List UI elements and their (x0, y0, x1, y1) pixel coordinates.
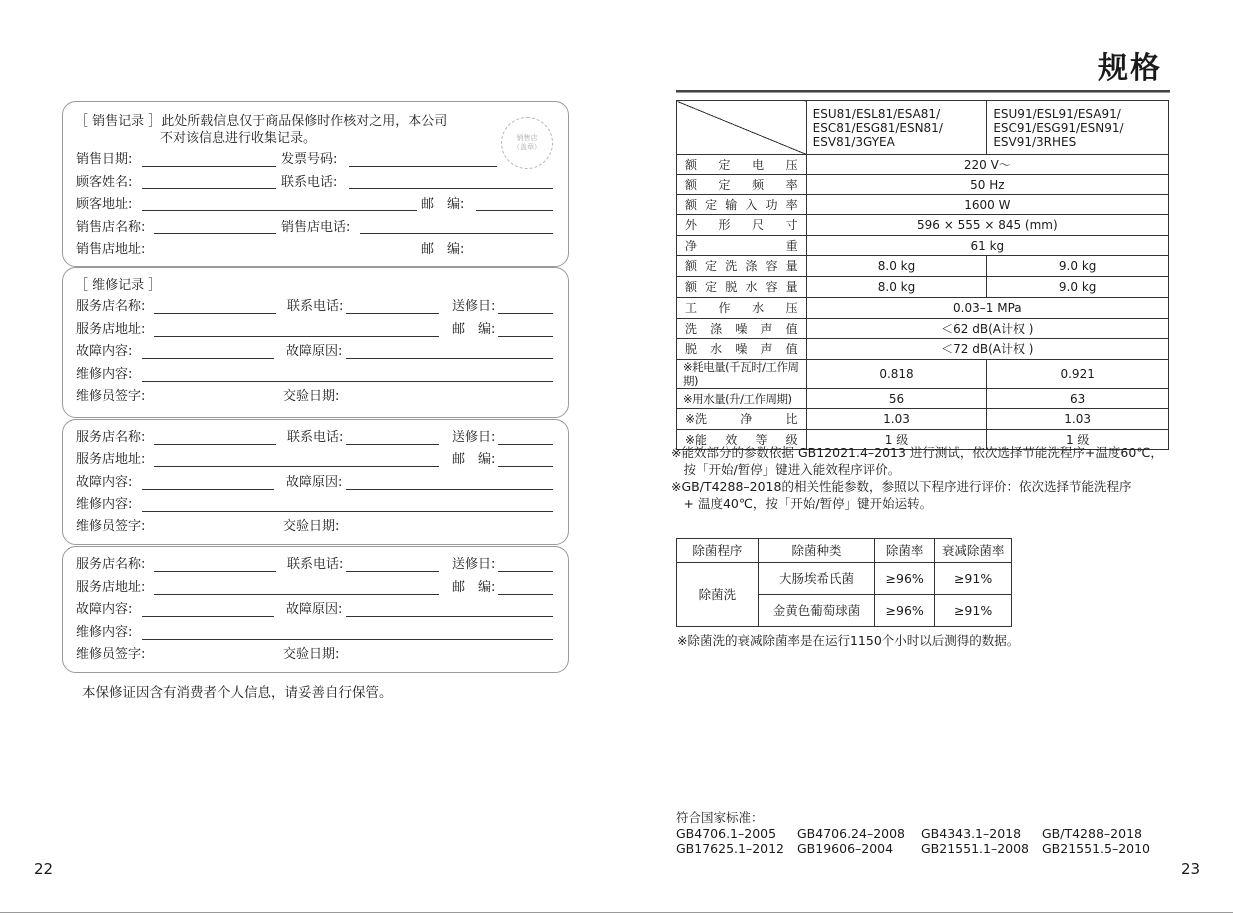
sale-date-line[interactable] (142, 166, 276, 167)
service-address-line[interactable] (154, 594, 439, 595)
repairer-sign-label: 维修员签字: (76, 389, 146, 404)
spec-label-char: 量 (785, 259, 798, 273)
service-name-line[interactable] (154, 444, 276, 445)
spec-label-char: 涤 (745, 259, 758, 273)
warranty-privacy-note: 本保修证因含有消费者个人信息，请妥善自行保管。 (82, 685, 393, 701)
spec-label (677, 360, 807, 389)
spec-row (677, 319, 1169, 339)
standard-item: GB4343.1–2018 (921, 826, 1022, 841)
send-date-line[interactable] (498, 571, 553, 572)
standards-heading: 符合国家标准： (676, 810, 764, 825)
store-name-label: 销售店名称: (76, 220, 146, 235)
spec-label-char: ※洗 (685, 412, 708, 426)
model-line: ESC91/ESG91/ESN91/ (993, 120, 1124, 135)
stamp-label: 销售店 (516, 134, 538, 142)
spec-value: 1.03 (806, 409, 987, 430)
spec-label-char: 比 (785, 412, 798, 426)
spec-label-char: 压 (785, 157, 798, 172)
spec-label-chars (685, 239, 798, 253)
service-postcode-label: 邮 编: (452, 322, 496, 337)
spec-label-char: 容 (765, 280, 778, 294)
spec-label-char: 声 (760, 321, 773, 336)
store-stamp-placeholder (501, 117, 553, 169)
spec-value: 1.03 (987, 409, 1169, 430)
spec-value: 0.818 (806, 360, 987, 389)
spec-table (676, 100, 1169, 450)
store-name-line[interactable] (154, 233, 276, 234)
spec-value: 9.0 kg (987, 256, 1169, 277)
spec-row (677, 175, 1169, 195)
repair-content-line[interactable] (142, 511, 553, 512)
service-name-label: 服务店名称: (76, 430, 146, 445)
sales-record-header: ［ 销售记录 ］此处所载信息仅于商品保修时作核对之用，本公司 (75, 114, 448, 129)
standard-item: GB21551.5–2010 (1042, 841, 1151, 856)
spec-label-char: 输 (725, 197, 738, 212)
service-postcode-label: 邮 编: (452, 580, 496, 595)
spec-label-text: ※用水量(升/工作周期) (683, 391, 792, 406)
fault-line[interactable] (142, 616, 274, 617)
model-header-row (677, 101, 1169, 155)
store-phone-label: 销售店电话: (281, 220, 351, 235)
spec-label-char: 洗 (725, 259, 738, 273)
spec-label-chars (685, 342, 798, 356)
germ-rate: ≥96% (875, 563, 935, 595)
service-postcode-line[interactable] (498, 466, 553, 467)
spec-label-char: 净 (740, 412, 753, 426)
send-date-label: 送修日: (452, 557, 496, 572)
spec-row (677, 409, 1169, 430)
contact-phone-label: 联系电话: (281, 175, 338, 190)
spec-label-char: 工 (685, 301, 698, 315)
store-postcode-label: 邮 编: (421, 242, 465, 257)
check-date-label: 交验日期: (283, 519, 340, 534)
send-date-line[interactable] (498, 444, 553, 445)
service-postcode-line[interactable] (498, 336, 553, 337)
repair-content-label: 维修内容: (76, 367, 133, 382)
service-address-label: 服务店地址: (76, 580, 146, 595)
cause-line[interactable] (346, 358, 553, 359)
spec-label-char: 额 (685, 280, 698, 294)
header-germ-type: 除菌种类 (758, 539, 875, 563)
spec-label (677, 155, 807, 175)
spec-label-char: 电 (752, 157, 765, 172)
stamp-sublabel: （盖章） (513, 143, 541, 151)
spec-value: 220 V～ (806, 155, 1168, 175)
diagonal-header-cell (677, 101, 807, 155)
spec-label-chars (685, 280, 798, 294)
spec-label-char: 值 (785, 321, 798, 336)
germ-type: 金黄色葡萄球菌 (758, 595, 875, 627)
sterilization-table (676, 538, 1012, 627)
spec-label-char: 效 (725, 432, 738, 447)
fault-label: 故障内容: (76, 344, 133, 359)
repair-content-label: 维修内容: (76, 625, 133, 640)
spec-value: 61 kg (806, 236, 1168, 256)
spec-label-char: 率 (785, 177, 798, 192)
spec-label-char: 定 (705, 280, 718, 294)
service-phone-line[interactable] (346, 444, 439, 445)
customer-postcode-line[interactable] (476, 210, 553, 211)
repair-content-line[interactable] (142, 381, 553, 382)
spec-label (677, 256, 807, 277)
spec-row (677, 360, 1169, 389)
standard-item: GB19606–2004 (797, 841, 894, 856)
model-line: ESU91/ESL91/ESA91/ (993, 106, 1121, 121)
spec-label-char: 脱 (725, 280, 738, 294)
service-address-line[interactable] (154, 336, 439, 337)
spec-value: 596 × 555 × 845 (mm) (806, 215, 1168, 236)
spec-label-chars (685, 301, 798, 315)
store-phone-line[interactable] (360, 233, 553, 234)
send-date-label: 送修日: (452, 430, 496, 445)
spec-row (677, 155, 1169, 175)
spec-label-char: 率 (785, 197, 798, 212)
germ-type: 大肠埃希氏菌 (758, 563, 875, 595)
fault-line[interactable] (142, 358, 274, 359)
germ-rate: ≥96% (875, 595, 935, 627)
invoice-no-line[interactable] (349, 166, 497, 167)
contact-phone-line[interactable] (349, 188, 553, 189)
spec-row (677, 298, 1169, 319)
spec-value: 8.0 kg (806, 256, 987, 277)
model-line: ESU81/ESL81/ESA81/ (812, 106, 941, 121)
spec-label-char: 量 (785, 280, 798, 294)
spec-label-char: 值 (785, 342, 798, 356)
spec-label-chars (685, 412, 798, 426)
spec-label-char: 声 (760, 342, 773, 356)
repairer-sign-label: 维修员签字: (76, 519, 146, 534)
standard-item: GB17625.1–2012 (676, 841, 785, 856)
energy-test-note: ※能效部分的参数依据 GB12021.4–2013 进行测试，依次选择节能洗程序+温度60℃， (671, 445, 1163, 460)
spec-label (677, 215, 807, 236)
invoice-no-label: 发票号码: (281, 152, 338, 167)
spec-label (677, 319, 807, 339)
spec-label-char: 额 (685, 259, 698, 273)
sales-record-header-line2: 不对该信息进行收集记录。 (160, 131, 317, 146)
spec-label-char: 水 (745, 280, 758, 294)
service-address-line[interactable] (154, 466, 439, 467)
fault-line[interactable] (142, 489, 274, 490)
spec-label-char: 净 (685, 238, 698, 253)
spec-row (677, 339, 1169, 360)
spec-value: 8.0 kg (806, 277, 987, 298)
repair-record-header: ［ 维修记录 ］ (75, 278, 162, 293)
spec-label-char: 洗 (685, 321, 698, 336)
cause-label: 故障原因: (286, 475, 343, 490)
spec-label-char: 压 (785, 301, 798, 315)
service-name-line[interactable] (154, 571, 276, 572)
spec-label-char: 定 (718, 157, 731, 172)
spec-label-char: 容 (765, 259, 778, 273)
spec-row (677, 195, 1169, 215)
spec-label (677, 389, 807, 409)
repair-content-line[interactable] (142, 639, 553, 640)
spec-label-char: 涤 (710, 321, 723, 336)
spec-value: 1600 W (806, 195, 1168, 215)
model-line: ESC81/ESG81/ESN81/ (812, 120, 943, 135)
spec-label-char: ※能 (685, 432, 708, 447)
spec-label-chars (685, 198, 798, 212)
table-row (677, 563, 1012, 595)
cause-label: 故障原因: (286, 602, 343, 617)
model-group-91 (987, 101, 1169, 155)
spec-label-char: 尺 (752, 218, 765, 232)
spec-value: ＜62 dB(A计权 ) (806, 319, 1168, 339)
standard-item: GB/T4288–2018 (1042, 826, 1142, 841)
customer-address-label: 顾客地址: (76, 197, 133, 212)
spec-value: 1 级 (806, 430, 987, 450)
service-phone-label: 联系电话: (287, 299, 344, 314)
spec-label-char: 级 (785, 432, 798, 447)
header-program: 除菌程序 (677, 539, 759, 563)
spec-label-char: 额 (685, 197, 698, 212)
spec-label-char: 噪 (735, 321, 748, 336)
energy-test-note-line2: 按「开始/暂停」键进入能效程序评价。 (671, 462, 901, 477)
spec-label (677, 277, 807, 298)
spec-value: ＜72 dB(A计权 ) (806, 339, 1168, 360)
repair-content-label: 维修内容: (76, 497, 133, 512)
spec-value: 9.0 kg (987, 277, 1169, 298)
spec-label (677, 339, 807, 360)
performance-note: ※GB/T4288–2018的相关性能参数，参照以下程序进行评价：依次选择节能洗程序 (671, 479, 1132, 494)
spec-label-chars (685, 322, 798, 336)
customer-postcode-label: 邮 编: (421, 197, 465, 212)
spec-label-chars (685, 158, 798, 172)
spec-label (677, 175, 807, 195)
spec-label-char: 功 (765, 197, 778, 212)
spec-value: 63 (987, 389, 1169, 409)
spec-value: 0.03–1 MPa (806, 298, 1168, 319)
send-date-line[interactable] (498, 313, 553, 314)
customer-name-line[interactable] (142, 188, 276, 189)
spec-value: 56 (806, 389, 987, 409)
spec-row (677, 277, 1169, 298)
check-date-label: 交验日期: (283, 647, 340, 662)
page-number-right: 23 (1181, 860, 1201, 878)
spec-value: 0.921 (987, 360, 1169, 389)
bottom-divider (0, 912, 1233, 913)
cause-line[interactable] (346, 616, 553, 617)
spec-label-text: ※耗电量(千瓦时/工作周期) (683, 360, 799, 388)
spec-label-chars (685, 178, 798, 192)
fault-label: 故障内容: (76, 602, 133, 617)
spec-label-chars (685, 259, 798, 273)
spec-label-char: 外 (685, 218, 698, 232)
spec-label (677, 409, 807, 430)
service-postcode-line[interactable] (498, 594, 553, 595)
spec-label (677, 236, 807, 256)
spec-label (677, 195, 807, 215)
sterilization-header-row (677, 539, 1012, 563)
spec-label-char: 额 (685, 177, 698, 192)
page-number-left: 22 (34, 860, 54, 878)
spec-label-char: 作 (718, 301, 731, 315)
check-date-label: 交验日期: (283, 389, 340, 404)
customer-address-line[interactable] (142, 210, 417, 211)
spec-label-char: 频 (752, 177, 765, 192)
service-phone-line[interactable] (346, 313, 439, 314)
spec-label-char: 额 (685, 157, 698, 172)
sterilization-note: ※除菌洗的衰减除菌率是在运行1150个小时以后测得的数据。 (677, 633, 1020, 648)
cause-line[interactable] (346, 489, 553, 490)
spec-label-char: 水 (752, 301, 765, 315)
page-title: 规格 (1098, 51, 1162, 86)
spec-label-char: 定 (718, 177, 731, 192)
standard-item: GB4706.24–2008 (797, 826, 906, 841)
spec-label-char: 定 (705, 259, 718, 273)
spec-label-char: 定 (705, 197, 718, 212)
customer-name-label: 顾客姓名: (76, 175, 133, 190)
service-name-label: 服务店名称: (76, 557, 146, 572)
spec-label (677, 298, 807, 319)
fault-label: 故障内容: (76, 475, 133, 490)
spec-row (677, 256, 1169, 277)
spec-label-char: 水 (710, 342, 723, 356)
spec-label-char: 形 (718, 218, 731, 232)
standard-item: GB21551.1–2008 (921, 841, 1030, 856)
spec-row (677, 389, 1169, 409)
service-address-label: 服务店地址: (76, 452, 146, 467)
send-date-label: 送修日: (452, 299, 496, 314)
spec-label-char: 脱 (685, 342, 698, 356)
spec-value: 1 级 (987, 430, 1169, 450)
performance-note-line2: + 温度40℃，按「开始/暂停」键开始运转。 (671, 496, 933, 511)
sale-date-label: 销售日期: (76, 152, 133, 167)
spec-label-char: 重 (785, 238, 798, 253)
cause-label: 故障原因: (286, 344, 343, 359)
model-line: ESV81/3GYEA (812, 134, 895, 149)
spec-row (677, 236, 1169, 256)
spec-value: 50 Hz (806, 175, 1168, 195)
service-phone-label: 联系电话: (287, 430, 344, 445)
spec-label-char: 寸 (785, 218, 798, 232)
header-rate: 除菌率 (875, 539, 935, 563)
model-line: ESV91/3RHES (993, 134, 1077, 149)
repairer-sign-label: 维修员签字: (76, 647, 146, 662)
service-postcode-label: 邮 编: (452, 452, 496, 467)
service-name-label: 服务店名称: (76, 299, 146, 314)
service-address-label: 服务店地址: (76, 322, 146, 337)
spec-label-char: 入 (745, 197, 758, 212)
germ-decay-rate: ≥91% (935, 595, 1012, 627)
service-phone-label: 联系电话: (287, 557, 344, 572)
spec-label-chars (685, 218, 798, 232)
model-group-81 (806, 101, 987, 155)
service-phone-line[interactable] (346, 571, 439, 572)
spec-label-char: 噪 (735, 342, 748, 356)
spec-row (677, 215, 1169, 236)
standard-item: GB4706.1–2005 (676, 826, 777, 841)
header-decay-rate: 衰减除菌率 (935, 539, 1012, 563)
store-address-label: 销售店地址: (76, 242, 146, 257)
service-name-line[interactable] (154, 313, 276, 314)
spec-label-char: 等 (755, 432, 768, 447)
program-name: 除菌洗 (677, 563, 759, 627)
germ-decay-rate: ≥91% (935, 563, 1012, 595)
title-underline (676, 90, 1170, 93)
